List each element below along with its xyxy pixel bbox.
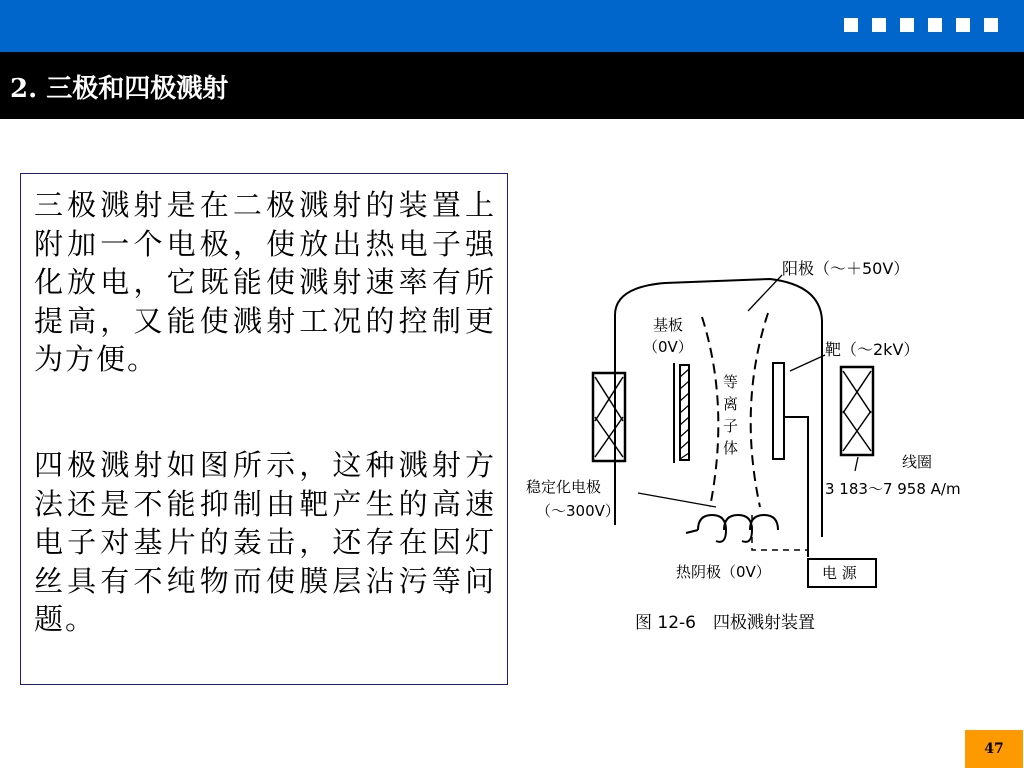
paragraph-triode-sputtering: 三极溅射是在二极溅射的装置上附加一个电极，使放出热电子强化放电，它既能使溅射速率有所提高，又能使溅射工况的控制更为方便。 [34,188,496,376]
square-icon [984,18,998,32]
stabilizing-electrode-voltage: （～300V） [536,502,620,520]
stabilizing-electrode-label: 稳定化电极 [526,478,602,496]
target-leader [790,355,825,371]
target-lead [784,417,808,557]
right-coil-cross [843,371,871,451]
plasma-boundary-right [751,313,768,507]
power-supply-label: 电 源 [822,564,857,582]
decorative-squares [844,18,998,32]
square-icon [900,18,914,32]
stabilizing-leader [638,493,716,507]
coil-leader [855,457,858,471]
substrate-label: 基板 [653,316,684,334]
tetrode-sputtering-diagram [520,245,1020,645]
anode-label: 阳极（～＋50V） [782,259,910,278]
left-coil-cross [595,377,623,457]
text-box [20,173,508,685]
square-icon [928,18,942,32]
plasma-boundary-left [702,317,718,507]
square-icon [872,18,886,32]
figure-tetrode-sputtering [520,245,1020,645]
hot-cathode-label: 热阴极（0V） [676,563,771,581]
coil-field-label: 3 183～7 958 A/m [825,480,961,498]
plasma-char: 离 [723,395,739,413]
chamber-outline [615,279,822,537]
square-icon [956,18,970,32]
substrate-voltage: （0V） [643,338,693,356]
paragraph-tetrode-sputtering: 四极溅射如图所示，这种溅射方法还是不能抑制由靶产生的高速电子对基片的轰击，还存在因灯丝具有不纯物而使膜层沾污等问题。 [34,448,496,636]
target [773,363,784,459]
title-bar [0,52,1024,119]
right-coil [841,367,873,455]
plasma-char: 体 [723,439,739,457]
top-bar [0,0,1024,52]
target-label: 靶（～2kV） [825,340,920,359]
slide-title: 2. 三极和四极溅射 [10,74,229,104]
plasma-char: 子 [723,417,739,435]
plasma-char: 等 [723,373,739,391]
page-number: 47 [965,730,1023,768]
cathode-lead [686,530,698,533]
figure-caption: 图 12-6 四极溅射装置 [635,613,815,633]
hot-cathode-filament [698,515,778,542]
square-icon [844,18,858,32]
coil-label: 线圈 [902,453,933,471]
